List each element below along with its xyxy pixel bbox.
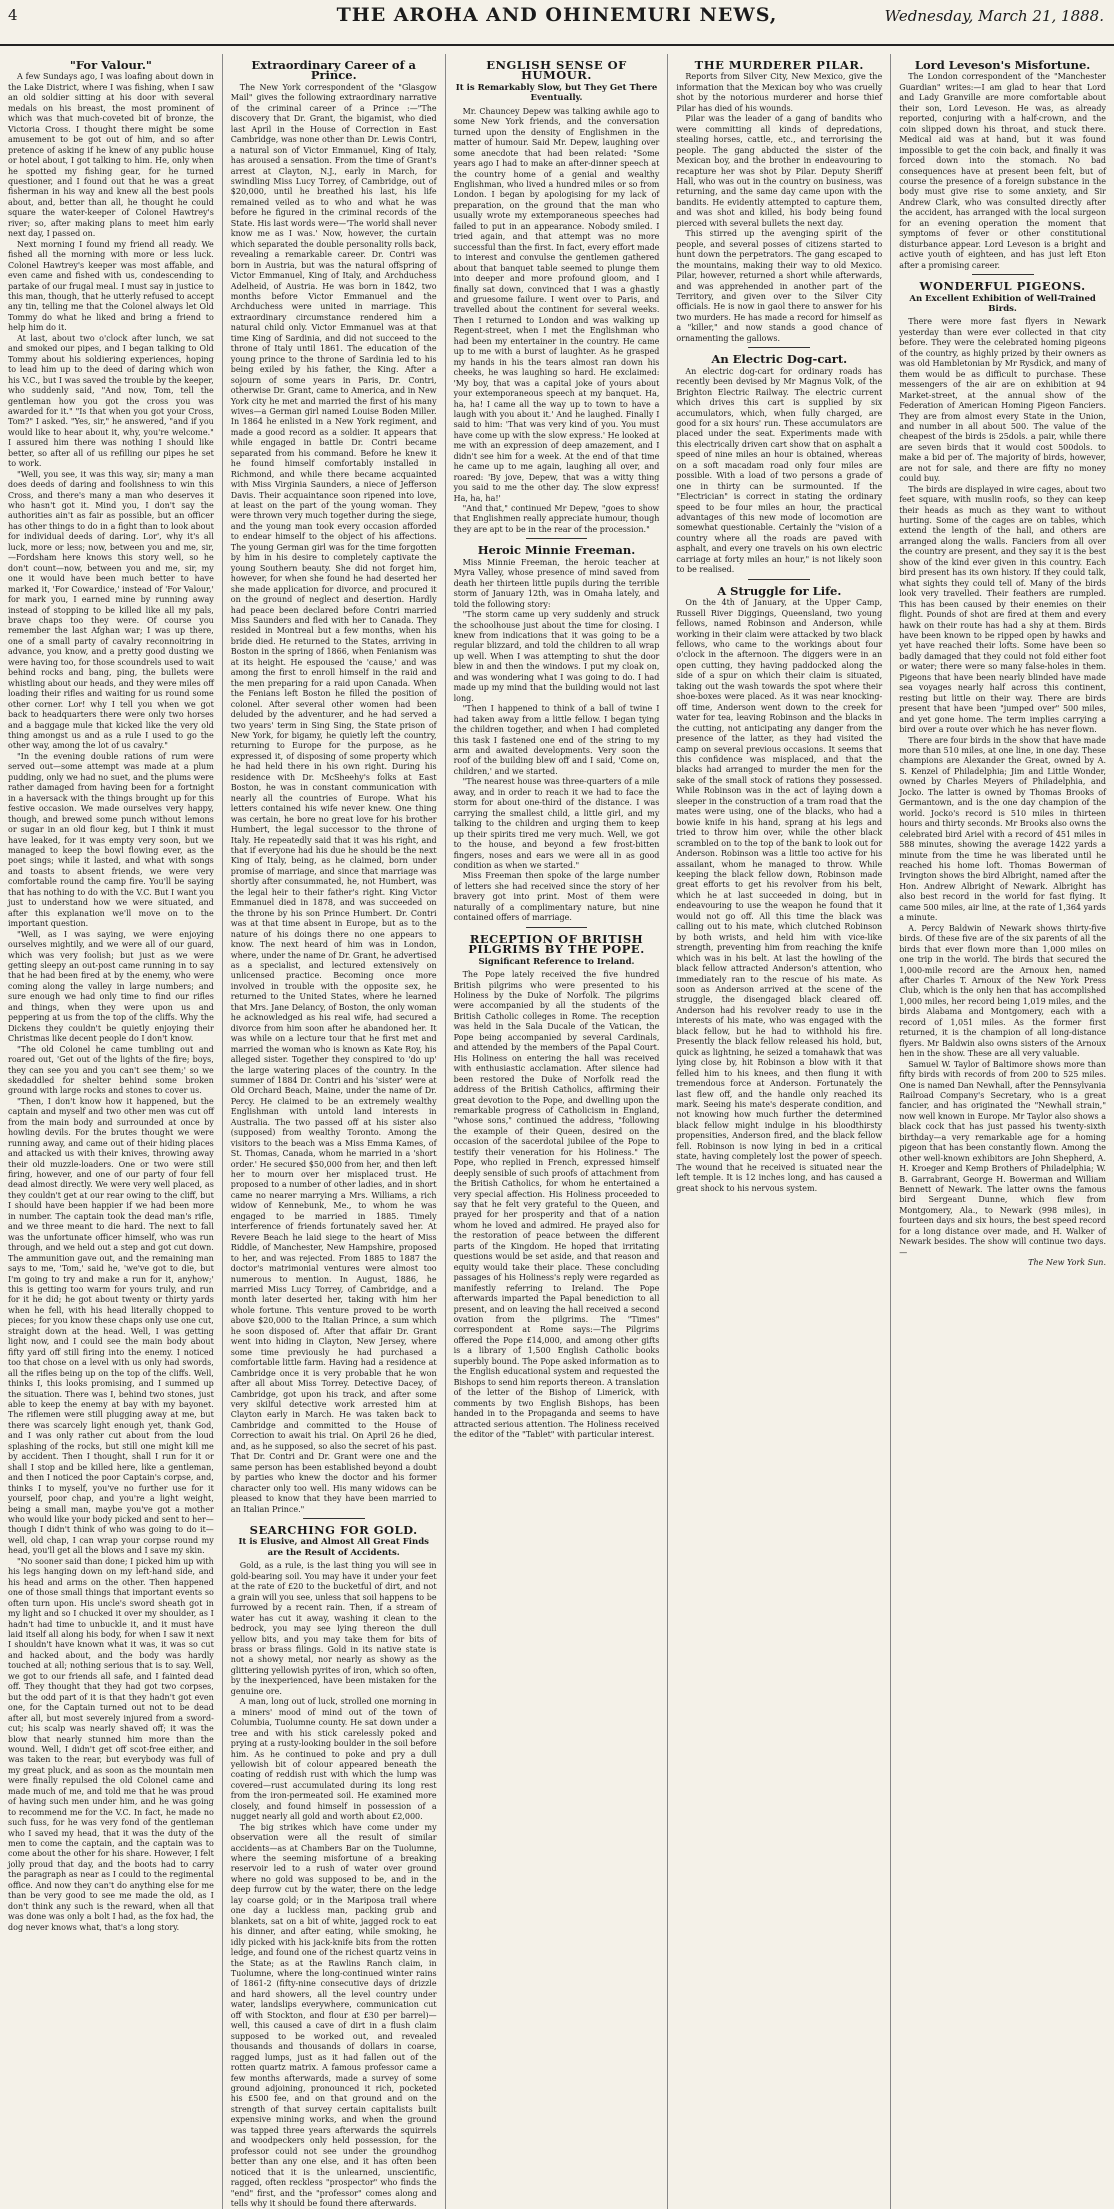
article-divider	[526, 538, 588, 539]
paragraph: "In the evening double rations of rum were served out—some attempt was made at a plum pudding, only we had no suet, and the plums were rather damaged from having been for a fortnight in a haversack with the things brought up for this festive occasion. We made ourselves very happy, though, and brewed some punch without lemons or sugar in an old flour keg, but I think it must have leaked, for it was empty very soon, but we managed to keep the bowl flowing ever, as the poet sings; while it lasted, and what with songs and toasts to absent friends, we were very comfortable round the camp fire. You'll be saying that has nothing to do with the V.C. But I want you just to understand how we were situated, and after this explanation we'll move on to the important question.	[8, 751, 214, 929]
article-title: THE MURDERER PILAR.	[694, 58, 864, 72]
paragraph: Miss Minnie Freeman, the heroic teacher at Myra Valley, whose presence of mind saved from death her thirteen little pupils during the terrible storm of January 12th, was in Omaha lately, and told the following story:	[453, 557, 660, 609]
paragraph: Mr. Chauncey Depew was talking awhile ago to some New York friends, and the conversation turned upon the density of Englishmen in the matter of humour. Said Mr. Depew, laughing over some anecdote that had been related: "Some years ago I had to make an after-dinner speech at the country home of a genial and wealthy Englishman, who lived a hundred miles or so from London. I began by apologising for my lack of preparation, on the ground that the man who usually wrote my extemporaneous speeches had failed to put in an appearance. Nobody smiled. I tried again, and that attempt was no more successful than the first. In fact, every effort made to interest and convulse the gentlemen gathered about that banquet table seemed to plunge them into deeper and more profound gloom, and I finally sat down, convinced that I was a ghastly and gruesome failure. I went over to Paris, and travelled about the continent for several weeks. Then I returned to London and was walking up Regent-street, when I met the Englishman who had been my entertainer in the country. He came up to me with a burst of laughter. As he grasped my hands in his the tears almost ran down his cheeks, he was laughing so hard. He exclaimed: 'My boy, that was a capital joke of yours about your extemporaneous speech at my banquet. Ha, ha, ha! I came all the way up to town to have a laugh with you about it.' And he laughed. Finally I said to him: 'That was very kind of you. You must have come up with the slow express.' He looked at me with an expression of deep amazement, and I didn't see him for a week. At the end of that time he came up to me again, laughing all over, and roared: 'By jove, Depew, that was a witty thing you said to me the other day. The slow express! Ha, ha, ha!'	[453, 106, 660, 503]
article-title: SEARCHING FOR GOLD.	[249, 1522, 418, 1537]
article-title: An Electric Dog-cart.	[711, 352, 848, 367]
article-subtitle: An Excellent Exhibition of Well-Trained Birds.	[909, 293, 1096, 314]
article	[454, 60, 660, 535]
column-4	[668, 54, 891, 2209]
paragraph: There were more fast flyers in Newark yesterday than were ever collected in that city before. They were the celebrated homing pigeons of the country, as highly prized by their owners as was old Hambletonian by Mr Rysdick, and many of them would be as difficult to purchase. These messengers of the air are on exhibition at 94 Market-street, at the annual show of the Federation of American Homing Pigeon Fanciers. They are from almost every State in the Union, and number in all about 500. The value of the cheapest of the birds is 25dols. a pair, while there are seven birds that it would cost 500dols. to make a bid per of. The majority of birds, however, are not for sale, and there are fifty no money could buy.	[899, 317, 1106, 484]
paragraph: Miss Freeman then spoke of the large number of letters she had received since the story of her bravery got into print. Most of them were naturally of a complimentary nature, but nine contained offers of marriage.	[453, 871, 660, 923]
column-5	[891, 54, 1114, 2209]
article-divider	[303, 1518, 365, 1519]
column-1	[0, 54, 223, 2209]
article-title: "For Valour."	[69, 58, 152, 72]
article-divider	[526, 927, 588, 928]
page-number: 4	[8, 6, 18, 24]
paragraph: The New York correspondent of the "Glasgow Mail" gives the following extraordinary narrative of the criminal career of a Prince :—"The discovery that Dr. Grant, the bigamist, who died last April in the House of Correction in East Cambridge, was none other than Dr. Lewis Contri, a natural son of Victor Emmanuel, King of Italy, has aroused a sensation. From the time of Grant's arrest at Clayton, N.J., early in March, for swindling Miss Lucy Torrey, of Cambridge, out of $20,000, until he breathed his last, his life remained veiled as to who and what he was before he figured in the criminal records of the State. His last words were—'The world shall never know me as I was.' Now, however, the curtain which separated the double personality rolls back, revealing a remarkable career. Dr. Contri was born in Austria, but was the natural offspring of Victor Emmanuel, King of Italy, and Archduchess Adelheid, of Austria. He was born in 1842, two months before Victor Emmanuel and the Archduchess were united in marriage. This extraordinary circumstance rendered him a natural child only. Victor Emmanuel was at that time King of Sardinia, and did not succeed to the throne of Italy until 1861. The education of the young prince to the throne of Sardinia led to his being exiled by his father, the King. After a sojourn of some years in Paris, Dr. Contri, otherwise Dr. Grant, came to America, and in New York city he met and married the first of his many wives—a German girl named Louise Boden Miller. In 1864 he enlisted in a New York regiment, and made a good record as a soldier. It appears that while engaged in battle Dr. Contri became separated from his command. Before he knew it he found himself comfortably installed in Richmond, and while there became acquainted with Miss Virginia Saunders, a niece of Jefferson Davis. Their acquaintance soon ripened into love, at least on the part of the young woman. They were thrown very much together during the siege, and the young man took every occasion afforded to endear himself to the object of his affections. The young German girl was for the time forgotten by him in his desire to completely captivate the young Southern beauty. She did not forget him, however, for when she found he had deserted her she made application for divorce, and procured it on the ground of neglect and desertion. Hardly had peace been declared before Contri married Miss Saunders and fled with her to Canada. They resided in Montreal but a few months, when his bride died. He returned to the States, arriving in Boston in the spring of 1866, when Fenianism was at its height. He espoused the 'cause,' and was among the first to enroll himself in the raid and the men preparing for a raid upon Canada. When the Fenians left Boston he filled the position of colonel. After several other women had been deluded by the adventurer, and he had served a two years' term in Sing Sing, the State prison of New York, for bigamy, he quietly left the country, returning to Europe for the purpose, as he expressed it, of disposing of some property which he had held there in his own right. During his residence with Dr. McSheehy's folks at East Boston, he was in constant communication with nearly all the countries of Europe. What his letters contained his wife never knew. One thing was certain, he bore no great love for his brother Humbert, the legal successor to the throne of Italy. He repeatedly said that it was his right, and that if everyone had his due he should be the next King of Italy, being, as he claimed, born under promise of marriage, and since that marriage was shortly after consummated, he, not Humbert, was the legal heir to their father's right. King Victor Emmanuel died in 1878, and was succeeded on the throne by his son Prince Humbert. Dr. Contri was at that time absent in Europe, but as to the nature of his doings there no one appears to know. The next heard of him was in London, where, under the name of Dr. Grant, he advertised as a specialist, and lectured extensively on unlicensed practice. Becoming once more involved in trouble with the opposite sex, he returned to the United States, where he learned that Mrs. Jane Delancy, of Boston, the only woman he acknowledged as his real wife, had secured a divorce from him soon after he abandoned her. It was while on a lecture tour that he first met and married the woman who is known as Kate Roy, his alleged sister. Together they conspired to 'do up' the large watering places of the country. In the summer of 1884 Dr. Contri and his 'sister' were at Old Orchard Beach, Maine, under the name of Dr. Percy. He claimed to be an extremely wealthy Englishman with untold land interests in Australia. The two passed off at his sister also (supposed) from wealthy Toronto. Among the visitors to the beach was a Miss Emma Kames, of St. Thomas, Canada, whom he married in a 'short order.' He secured $50,000 from her, and then left her to mourn over her misplaced trust. He proposed to a number of other ladies, and in short came no nearer marrying a Mrs. Williams, a rich widow of Kennebunk, Me., to whom he was engaged to be married in 1885. Timely interference of friends fortunately saved her. At Revere Beach he laid siege to the heart of Miss Riddle, of Manchester, New Hampshire, proposed to her, and was rejected. From 1885 to 1887 the doctor's matrimonial ventures were almost too numerous to mention. In August, 1886, he married Miss Lucy Torrey, of Cambridge, and a month later deserted her, taking with him her whole fortune. This venture proved to be worth above $20,000 to the Italian Prince, a sum which he soon disposed of. After that affair Dr. Grant went into hiding in Clayton, New Jersey, where some time previously he had purchased a comfortable little farm. Having had a residence at Cambridge once it is very probable that he won after all about Miss Torrey. Detective Dacey, of Cambridge, got upon his track, and after some very skilful detective work arrested him at Clayton early in March. He was taken back to Cambridge and committed to the House of Correction to await his trial. On April 26 he died, and, as he supposed, so also the secret of his past. That Dr. Contri and Dr. Grant were one and the same person has been established beyond a doubt by parties who knew the doctor and his former character only too well. His many widows can be pleased to know that they have been married to an Italian Prince."	[230, 82, 437, 1514]
paragraph: "The old Colonel he came tumbling out and roared out, 'Get out of the lights of the fire; boys, they can see you and you can't see them;' so we skedaddled for shelter behind some broken ground with large rocks and stones to cover us.	[8, 1044, 214, 1096]
newspaper-columns	[0, 54, 1114, 2208]
article-title: Extraordinary Career of a Prince.	[251, 58, 416, 83]
paragraph: "No sooner said than done; I picked him up with his legs hanging down on my left-hand side, and his head and arms on the other. Then happened one of those small things that important events so often turn upon. His uncle's sword sheath got in my light and so I chucked it over my shoulder, as I hadn't had time to unbuckle it, and it must have laid itself all along his body, for when I saw it next I shouldn't have known what it was, it was so cut and hacked about, and the body was hardly touched at all; nothing serious that is to say. Well, we got to our friends all safe, and I fainted dead off. They thought that they had got two corpses, but the odd part of it is that they hadn't got even one, for the Captain turned out not to be dead after all, but most severely injured from a sword-cut; his scalp was nearly shaved off; it was the blow that nearly stunned him more than the wound. Well, I didn't get off scot-free either, and was taken to the rear, but everybody was full of my great pluck, and as soon as the mountain men were finally repulsed the old Colonel came and made much of me, and told me that he was proud of having such men under him, and he was going to recommend me for the V.C. In fact, he made no such fuss, for he was very fond of the gentleman who I saved my head, that it was the duty of the men to come the captain, and the captain was to come about the other for his share. However, I felt jolly proud that day, and the boots had to carry the paragraph as near as I could to the regimental office. And now they can't do anything else for me than be very good to see me made the old, as I don't think any such is the reward, when all that was done was only a bolt I had, as the fox had, the dog never knows what, that's a long story.	[8, 1556, 214, 1932]
article	[454, 927, 660, 1441]
paragraph: There are four birds in the show that have made more than 510 miles, at one line, in one day. These champions are Alexander the Great, owned by A. S. Kenzel of Philadelphia; Jim and Little Wonder, owned by Charles Meyers of Philadelphia, and Jocko. The latter is owned by Thomas Brooks of Germantown, and is the one day champion of the world. Jocko's record is 510 miles in thirteen hours and thirty seconds. Mr Brooks also owns the celebrated bird Ariel with a record of 451 miles in 588 minutes, showing the average 1422 yards a minute from the time he was liberated until he reached his home loft. Thomas Bowerman of Irvington shows the bird Albright, named after the Hon. Andrew Albright of Newark. Albright has also best record in the world for fast flying. It came 500 miles, air line, at the rate of 1,364 yards a minute.	[899, 735, 1106, 923]
article-subtitle: It is Elusive, and Almost All Great Finds are the Result of Accidents.	[238, 1537, 429, 1558]
article	[676, 579, 882, 1194]
article	[231, 60, 437, 1515]
article	[454, 538, 660, 923]
paragraph: The Pope lately received the five hundred British pilgrims who were presented to his Holiness by the Duke of Norfolk. The pilgrims were accompanied by all the students of the British Catholic colleges in Rome. The reception was held in the Sala Ducale of the Vatican, the Pope being accompanied by several Cardinals, and attended by the members of the Papal Court. His Holiness on entering the hall was received with enthusiastic acclamation. After silence had been restored the Duke of Norfolk read the address of the British Catholics, affirming their great devotion to the Pope, and dwelling upon the remarkable progress of Catholicism in England, "whose sons," continued the address, "following the example of their Queen, desired on the occasion of the sacerdotal jubilee of the Pope to testify their veneration for his Holiness." The Pope, who replied in French, expressed himself deeply sensible of such proofs of attachment from the British Catholics, for whom he entertained a very special affection. His Holiness proceeded to say that he felt very grateful to the Queen, and prayed for her prosperity and that of a nation whom he loved and admired. He prayed also for the restoration of peace between the different parts of the Kingdom. He hoped that irritating questions would be set aside, and that reason and equity would take their place. These concluding passages of his Holiness's reply were regarded as manifestly referring to Ireland. The Pope afterwards imparted the Papal benediction to all present, and on leaving the hall received a second ovation from the pilgrims. The "Times" correspondent at Rome says:—The Pilgrims offered the Pope £14,000, and among other gifts is a library of 1,500 English Catholic books superbly bound. The Pope asked information as to the English educational system and requested the Bishops to send him reports thereon. A translation of the letter of the Bishop of Limerick, with comments by two English Bishops, has been handed in to the Propaganda and seems to have attracted serious attention. The Holiness received the editor of the "Tablet" with particular interest.	[453, 970, 660, 1439]
article	[231, 1518, 437, 2209]
article	[8, 60, 214, 1933]
paragraph: This stirred up the avenging spirit of the people, and several posses of citizens started to hunt down the perpetrators. The gang escaped to the mountains, making their way to old Mexico. Pilar, however, returned a short while afterwards, and was apprehended in another part of the Territory, and given over to the Silver City officials. He is now in gaol there to answer for his two murders. He has made a record for himself as a "killer," and now stands a good chance of ornamenting the gallows.	[676, 229, 883, 343]
paragraph: "And that," continued Mr Depew, "goes to show that Englishmen really appreciate humour, though they are apt to be in the rear of the procession."	[453, 504, 660, 534]
article-title: Heroic Minnie Freeman.	[477, 543, 636, 558]
paragraph: A man, long out of luck, strolled one morning in a miners' mood of mind out of the town of Columbia, Tuolumne county. He sat down under a tree and with his stick carelessly poked and prying at a rusty-looking boulder in the soil before him. As he continued to poke and pry a dull yellowish bit of colour appeared beneath the coating of reddish rust with which the lump was covered—rust accumulated during its long rest from the iron-permeated soil. He examined more closely, and found himself in possession of a nugget nearly all gold and worth about £2,000.	[230, 1697, 437, 1822]
paragraph: "Well, you see, it was this way, sir; many a man does deeds of daring and foolishness to win this Cross, and there's many a man who deserves it who hasn't got it. Mind you, I don't say the authorities ain't as fair as possible, but an officer has other things to do in a fight than to look about for individual deeds of daring. Lor', why it's all luck, more or less; now, between you and me, sir,—Fordsham here knows this story well, so he don't count—now, between you and me, sir, my one it would have been much better to have marked it, 'For Cowardice,' instead of 'For Valour,' for mark you, I earned mine by running away instead of stopping to be killed like all my pals, brave chaps too they were. Of course you remember the last Afghan war; I was up there, one of a small party of cavalry reconnoitring in advance, you know, and a pretty good dusting we were having too, for those scoundrels used to wait behind rocks and bang, ping, the bullets were whistling about our heads, and they were miles off loading their rifles and waiting for us round some other corner. Lor! why I tell you when we got back to headquarters there were only two horses and a baggage mule that kicked like the very old thing amongst us and as a rule I used to go the other way, among the lot of us cavalry."	[8, 469, 214, 751]
masthead	[0, 0, 1114, 46]
column-2	[223, 54, 446, 2209]
newspaper-title: THE AROHA AND OHINEMURI NEWS,	[336, 4, 778, 26]
article-title: ENGLISH SENSE OF HUMOUR.	[486, 58, 627, 83]
article-divider	[748, 579, 810, 580]
article-title: A Struggle for Life.	[717, 583, 842, 598]
paragraph: Pilar was the leader of a gang of bandits who were committing all kinds of depredations, stealing horses, cattle, etc., and terrorising the people. The gang abducted the sister of the Mexican boy, and the brother in endeavouring to recapture her was shot by Pilar. Deputy Sheriff Hall, who was out in the country on business, was returning, and the same day came upon with the bandits. He evidently attempted to capture them, and was shot and killed, his body being found pierced with several bullets the next day.	[676, 114, 883, 228]
article-divider	[748, 347, 810, 348]
paragraph: Samuel W. Taylor of Baltimore shows more than fifty birds with records of from 200 to 525 miles. One is named Dan Newhall, after the Pennsylvania Railroad Company's Secretary, who is a great fancier, and has originated the "Newhall strain," now well known in Europe. Mr Taylor also shows a black cock that has just passed his twenty-sixth birthday—a very remarkable age for a homing pigeon that has been constantly flown. Among the other well-known exhibitors are John Shepherd, A. H. Kroeger and Kemp Brothers of Philadelphia; W. B. Garrabrant, George H. Bowerman and William Bennett of Newark. The latter owns the famous bird Sergeant Dunne, which flew from Montgomery, Ala., to Newark (998 miles), in fourteen days and six hours, the best speed record for a long distance over made, and H. Walker of Newark besides. The show will continue two days.—	[899, 1059, 1106, 1257]
article	[899, 60, 1106, 271]
paragraph: A few Sundays ago, I was loafing about down in the Lake District, where I was fishing, when I saw an old soldier sitting at his door with several medals on his breast, the most prominent of which was that much-coveted bit of bronze, the Victoria Cross. I thought there might be some amusement to be got out of him, and so after pretence of asking if he knew of any public house or hotel about, I got talking to him. He, only when he spotted my fishing gear, for he turned questioner, and I found out that he was a great fisherman in his way and knew all the best pools about, and, better than all, he thought he could square the water-keeper of Colonel Hawtrey's river; so, after making plans to meet him early next day, I passed on.	[8, 72, 214, 239]
column-3	[446, 54, 669, 2209]
article-byline: The New York Sun.	[1028, 1258, 1106, 1268]
paragraph: At last, about two o'clock after lunch, we sat and smoked our pipes, and I began talking to Old Tommy about his soldiering experiences, hoping to lead him up to the deed of daring which won his V.C., but I was saved the trouble by the keeper, who suddenly said, "And now, Tom, tell the gentleman how you got the cross you was awarded for it." "Is that when you got your Cross, Tom?" I asked. "Yes, sir," he answered, "and if you would like to hear about it, why, you're welcome." I assured him there was nothing I should like better, so after all of us refilling our pipes he set to work.	[8, 333, 214, 469]
article-subtitle: Significant Reference to Ireland.	[478, 956, 635, 967]
paragraph: An electric dog-cart for ordinary roads has recently been devised by Mr Magnus Volk, of the Brighton Electric Railway. The electric current which drives this cart is supplied by six accumulators, which, when fully charged, are good for a six hours' run. These accumulators are placed under the seat. Experiments made with this electrically driven cart show that on asphalt a speed of nine miles an hour is obtained, whereas on a soft macadam road only four miles are possible. With a load of two persons a grade of one in thirty can be surmounted. If the "Electrician" is correct in stating the ordinary speed to be four miles an hour, the practical advantages of this new mode of locomotion are somewhat questionable. Certainly the "vision of a country where all the roads are paved with asphalt, and every one travels on his own electric carriage at forty miles an hour," is not likely soon to be realised.	[676, 366, 883, 575]
article	[899, 274, 1106, 1269]
paragraph: Next morning I found my friend all ready. We fished all the morning with more or less luck. Colonel Hawtrey's keeper was most affable, and even came and fished with us, condescending to partake of our frugal meal. I must say in justice to this man, though, that he utterly refused to accept any tin, telling me that the Colonel always let Old Tommy do what he liked and bring a friend to help him do it.	[8, 239, 214, 333]
paragraph: Reports from Silver City, New Mexico, give the information that the Mexican boy who was cruelly shot by the notorious murderer and horse thief Pilar has died of his wounds.	[676, 72, 883, 113]
paragraph: "The storm came up very suddenly and struck the schoolhouse just about the time for closing. I knew from indications that it was going to be a regular blizzard, and told the children to all wrap up well. When I was attempting to shut the door blew in and then the windows. I put my cloak on, and was wondering what I was going to do. I had made up my mind that the building would not last long.	[453, 610, 660, 703]
paragraph: The birds are displayed in wire cages, about two feet square, with muslin roofs, so they can keep their heads as much as they want to without hurting. Some of the cages are on tables, which extend the length of the hall, and others are arranged along the walls. Fanciers from all over the country are present, and they say it is the best show of the kind ever given in this country. Each bird present has its own history. If they could talk, what sights they could tell of. Many of the birds look very travelled. Their feathers are rumpled. This has been caused by their enemies on their flight. Pounds of shot are fired at them and every hawk on their route has had a shy at them. Birds have been known to be ripped open by hawks and yet have reached their lofts. Some have been so badly damaged that they could not fold either foot or water; there were so many false-holes in them. Pigeons that have been nearly blinded have made sea voyages nearly half across this continent, resting but little on their way. There are birds present that have been "jumped over" 500 miles, and yet gone home. The term implies carrying a bird over a route over which he has never flown.	[899, 484, 1106, 735]
paragraph: The London correspondent of the "Manchester Guardian" writes:—I am glad to hear that Lord and Lady Granville are more comfortable about their son, Lord Leveson. He was, as already reported, conjuring with a half-crown, and the coin slipped down his throat, and stuck there. Medical aid was at hand, but it was found impossible to get the coin back, and finally it was forced down into the stomach. No bad consequences have at present been felt, but of course the presence of a foreign substance in the body must give rise to some anxiety, and Sir Andrew Clark, who was consulted directly after the accident, has arranged with the local surgeon for an evening operation the moment that symptoms of fever or other constitutional disturbance appear. Lord Leveson is a bright and active youth of eighteen, and has just left Eton after a promising career.	[899, 72, 1106, 270]
paragraph: On the 4th of January, at the Upper Camp, Russell River Diggings, Queensland, two young fellows, named Robinson and Anderson, while working in their claim were attacked by two black fellows, who came to the workings about four o'clock in the afternoon. The diggers were in an open cutting, they having paddocked along the side of a spur on which their claim is situated, taking out the wash towards the spot where their shoe-boxes were placed. As it was near knocking-off time, Anderson went down to the creek for water for tea, leaving Robinson and the blacks in the cutting, not anticipating any danger from the presence of the latter, as they had visited the camp on several previous occasions. It seems that this confidence was misplaced, and that the blacks had arranged to murder the men for the sake of the small stock of rations they possessed. While Robinson was in the act of laying down a sleeper in the construction of a tram road that the mates were using, one of the blacks, who had a bowie knife in his hand, sprang at his legs and tried to throw him over, while the other black scrambled on to the top of the bank to look out for Anderson. Robinson was a little too active for his assailant, whom he managed to throw. While keeping the black fellow down, Robinson made great efforts to get his revolver from his belt, which he at last succeeded in doing, but in endeavouring to use the weapon he found that it would not go off. All this time the black was calling out to his mate, which clutched Robinson by both wrists, and held him with vice-like strength, preventing him from reaching the knife which was in his belt. At last the howling of the black fellow attracted Anderson's attention, who immediately ran to the rescue of his mate. As soon as Anderson arrived at the scene of the struggle, the disengaged black cleared off. Anderson had his revolver ready to use in the interests of his mate, who was engaged with the black fellow, but he had to withhold his fire. Presently the black fellow released his hold, but, quick as lightning, he seized a tomahawk that was lying close by, hit Robinson a blow with it that felled him to his knees, and then flung it with tremendous force at Anderson. Fortunately the last flew off, and the handle only reached its mark. Seeing his mate's desperate condition, and not knowing how much further the determined black fellow might indulge in his bloodthirsty propensities, Anderson fired, and the black fellow fell. Robinson is now lying in bed in a critical state, having completely lost the power of speech. The wound that he received is situated near the left temple. It is 12 inches long, and has caused a great shock to his nervous system.	[676, 598, 883, 1193]
paragraph: The big strikes which have come under my observation were all the result of similar accidents—as at Chambers Bar on the Tuolumne, where the seeming misfortune of a breaking reservoir led to a rush of water over ground where no gold was supposed to be, and in the deep furrow cut by the water, there on the ledge lay coarse gold; or in the Mariposa trail where one day a luckless man, packing grub and blankets, sat on a bit of white, jagged rock to eat his dinner, and after eating, while smoking, he idly picked with his jack-knife bits from the rotten ledge, and found one of the richest quartz veins in the State; as at the Rawlins Ranch claim, in Tuolumne, where the long-continued winter rains of 1861-2 (fifty-nine consecutive days of drizzle and hard showers, all the level country under water, landslips everywhere, communication cut off with Stockton, and flour at £30 per barrel)—well, this caused a cave of dirt in a flush claim supposed to be worked out, and revealed thousands and thousands of dollars in coarse, ragged lumps, just as it had fallen out of the rotten quartz matrix. A famous professor came a few months afterwards, made a survey of some ground adjoining, pronounced it rich, pocketed his £500 fee, and on that ground and on the strength of that survey certain capitalists built expensive mining works, and when the ground was tapped three years afterwards the squirrels and woodpeckers only held possession, for the professor could not see under the groundhog better than any one else, and it has often been noticed that it is the unlearned, unscientific, ragged, often reckless "prospector" who finds the "end" first, and the "professor" comes along and tells why it should be found there afterwards.	[230, 1822, 437, 2208]
paragraph: "Then I happened to think of a ball of twine I had taken away from a little fellow. I began tying the children together, and when I had completed this task I fastened one end of the string to my arm and awaited developments. Very soon the roof of the building blew off and I said, 'Come on, children,' and we started.	[453, 704, 660, 776]
article-title: WONDERFUL PIGEONS.	[919, 279, 1086, 294]
paragraph: "Well, as I was saying, we were enjoying ourselves mightily, and we were all of our guard, which was very foolish; but just as we were getting sleepy an out-post came running in to say that he had been fired at by the enemy, who were coming along the valley in large numbers; and sure enough we had only time to find our rifles and things, when they were upon us and peppering at us from the top of the cliffs. Why the Dickens they couldn't be quietly enjoying their Christmas like decent people do I don't know.	[8, 929, 214, 1044]
article	[676, 60, 882, 344]
paragraph: "The nearest house was three-quarters of a mile away, and in order to reach it we had to face the storm for about one-third of the distance. I was carrying the smallest child, a little girl, and my talking to the children and urging them to keep up their spirits tired me very much. Well, we got to the house, and beyond a few frost-bitten fingers, noses and ears we were all in as good condition as when we started."	[453, 777, 660, 870]
paragraph: "Then, I don't know how it happened, but the captain and myself and two other men was cut off from the main body and surrounded at once by howling devils. For the brutes thought we were running away, and came out of their hiding places and attacked us with their knives, throwing away their old muzzle-loaders. One or two were still firing, however, and one of our party of four fell dead almost directly. We were very well placed, as they couldn't get at our rear owing to the cliff, but I should have been happier if we had been more in number. The captain took the dead man's rifle, and we three meant to die hard. The next to fall was the unfortunate officer himself, who was run through, and we held out a step and got cut down. The ammunition gave out, and the remaining man says to me, 'Tom,' said he, 'we've got to die, but I'm going to try and make a run for it, anyhow;' this is getting too warm for yours truly, and run for it he did; he got about twenty or thirty yards when he fell, with his head literally chopped to pieces; for you know these chaps only use one cut, straight down at the head. Well, I was getting light now, and I could see the main body about fifty yard off still firing into the enemy. I noticed too that chose on a level with us only had swords, all the rifles being up on the top of the cliffs. Well, thinks I, this looks promising, and I summed up the situation. There was I, behind two stones, just able to keep the enemy at bay with my bayonet. The riflemen were still plugging away at me, but there was scarcely light enough yet, thank God, and I was only rather cut about from the loud splashing of the rocks, but still one might kill me by accident. Then I thought, shall I run for it or shall I stop and be killed here, like a gentleman, and then I noticed the poor Captain's corpse, and, thinks I to myself, you've no further use for it yourself, poor chap, and you're a light weight, being a small man, maybe you've got a mother who would like your body picked and sent to her—though I didn't think of who was going to do it—well, old chap, I can wrap your corpse round my head, you'll get all the blows and I save my skin.	[8, 1096, 214, 1556]
article-title: RECEPTION OF BRITISH PILGRIMS BY THE POPE.	[468, 931, 645, 957]
article-divider	[972, 274, 1034, 275]
article-title: Lord Leveson's Misfortune.	[914, 58, 1091, 72]
paragraph: Gold, as a rule, is the last thing you will see in gold-bearing soil. You may have it under your feet at the rate of £20 to the bucketful of dirt, and not a grain will you see, unless that soil happens to be furrowed by a recent rain. Then, if a stream of water has cut it away, washing it clean to the bedrock, you may see lying thereon the dull yellow bits, and you may take them for bits of brass or brass filings. Gold in its native state is not a showy metal, nor nearly as showy as the glittering yellowish pyrites of iron, which so often, by the inexperienced, have been mistaken for the genuine ore.	[230, 1561, 437, 1696]
article-subtitle: It is Remarkably Slow, but They Get There Eventually.	[455, 82, 658, 104]
issue-date: Wednesday, March 21, 1888.	[884, 7, 1104, 25]
paragraph: A. Percy Baldwin of Newark shows thirty-five birds. Of these five are of the six parents of all the birds that ever flown more than 1,000 miles on one trip in the world. The birds that secured the 1,000-mile record are the Arnoux hen, named after Charles T. Arnoux of the New York Press Club, which is the only hen that has accomplished 1,000 miles, her record being 1,019 miles, and the birds Alabama and Montgomery, each with a record of 1,051 miles. As the former first returned, it is the champion of all long-distance flyers. Mr Baldwin also owns sisters of the Arnoux hen in the show. These are all very valuable.	[899, 923, 1106, 1059]
article	[676, 347, 882, 576]
